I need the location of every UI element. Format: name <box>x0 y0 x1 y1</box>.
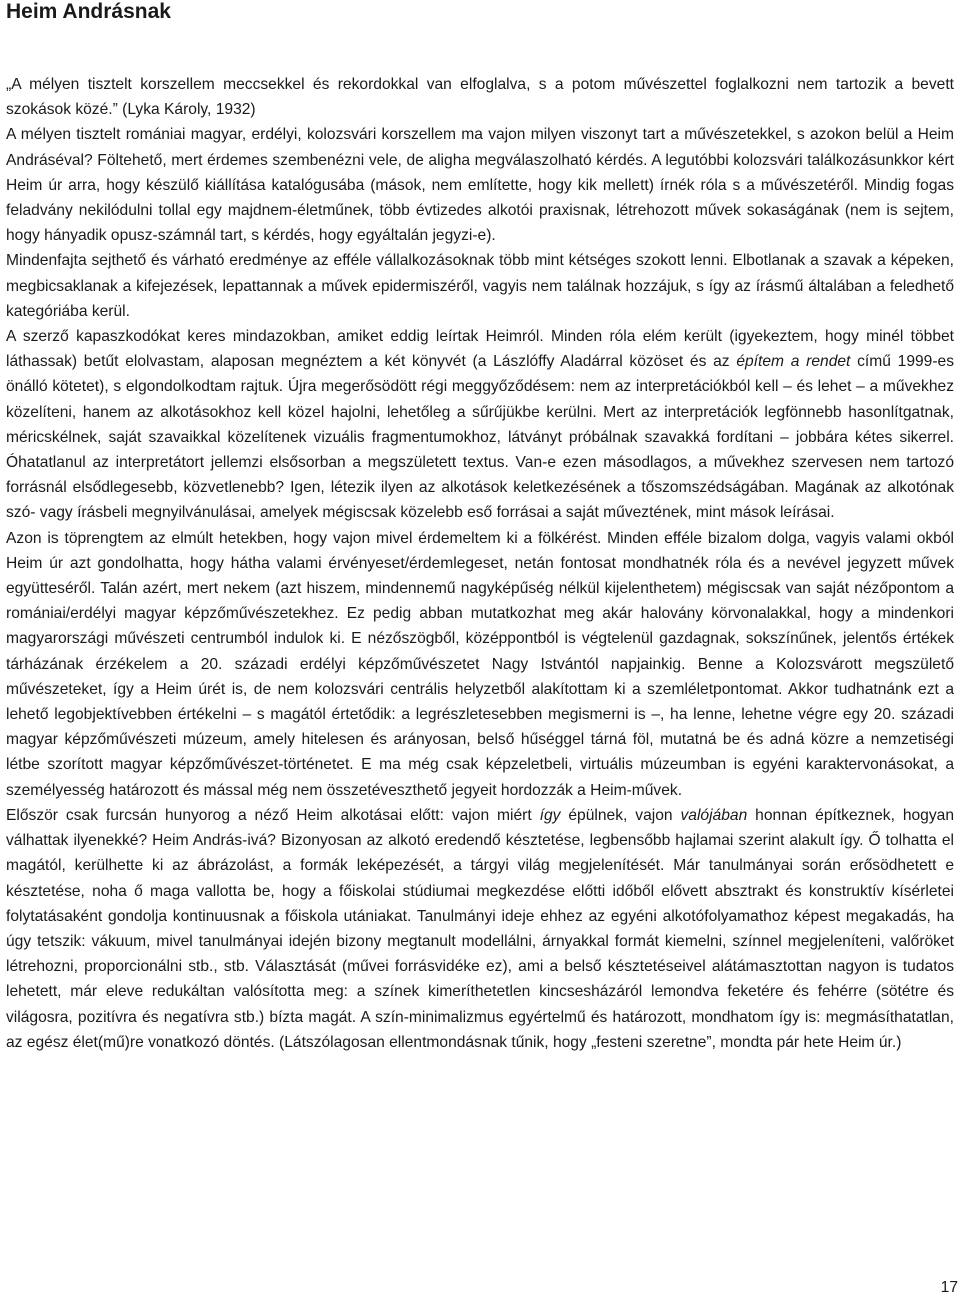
paragraph <box>6 803 954 1055</box>
paragraph-text: Először csak furcsán hunyorog a néző Heim alkotásai előtt: vajon miért <box>6 806 540 824</box>
paragraph <box>6 122 954 248</box>
page-title: Heim Andrásnak <box>6 0 171 23</box>
paragraph-text: című 1999-es önálló kötetet), s elgondolkodtam rajtuk. Újra megerősödött régi meggyőződésem: nem az interpretációkból kell – és lehet – a művekhez közelíteni, hanem az alkotásokhoz kell közel hajolni, lehetőleg a sűrűjükbe kerülni. Mert az interpretációk legfönnebb hasonlítgatnak, méricskélnek, saját szavaikkal közelítenek vizuális fragmentumokhoz, látványt próbálnak szavakká fordítani – jobbára kétes sikerrel. Óhatatlanul az interpretátort jellemzi elsősorban a megszületett textus. Van-e ezen másodlagos, a művekhez szervesen nem tartozó forrásnál elsődlegesebb, közvetlenebb? Igen, létezik ilyen az alkotások keletkezésének a tőszomszédságában. Magának az alkotónak szó- vagy írásbeli megnyilvánulásai, amelyek mégiscsak közelebb eső forrásai a saját műveztének, mint mások leírásai. <box>6 353 954 522</box>
paragraph <box>6 324 954 526</box>
paragraph-text: Azon is töprengtem az elmúlt hetekben, hogy vajon mivel érdemeltem ki a fölkérést. Minden efféle bizalom dolga, vagyis valami okból Heim úr azt gondolhatta, hogy hátha valami érvényeset/érdemlegeset, netán fontosat mondhatnék róla és a nevével jegyzett művek együtteséről. Talán azért, mert nekem (azt hiszem, mindennemű nagyképűség nélkül kijelenthetem) mégiscsak van saját nézőpontom a romániai/erdélyi magyar képzőművészetekhez. Ez pedig abban mutatkozhat meg akár halovány körvonalakkal, hogy a mindenkori magyarországi művészeti centrumból indulok ki. E nézőszögből, középpontból is végtelenül gazdagnak, sokszínűnek, jelentős értékek tárházának érzékelem a 20. századi erdélyi képzőművészetet Nagy Istvántól napjainkig. Benne a Kolozsvárott megszülető művészeteket, így a Heim úrét is, de nem kolozsvári centrális helyzetből alakítottam ki a szemléletpontomat. Akkor tudhatnánk ezt a lehető legobjektívebben értékelni – s magától értetődik: a legrészletesebben megismerni is –, ha lenne, lehetne végre egy 20. századi magyar képzőművészeti múzeum, amely hitelesen és arányosan, belső hűséggel tárná föl, mutatná be és adná közre a nemzetiségi létbe szorított magyar képzőművészet-történetet. E ma még csak képzeletbeli, virtuális múzeumban is egyéni karaktervonásokat, a személyesség határozott és mással még nem összetéveszthető jegyeit hordozzák a Heim-művek. <box>6 529 954 799</box>
paragraph-text: épülnek, vajon <box>560 806 681 824</box>
paragraph <box>6 526 954 803</box>
paragraph-text: A mélyen tisztelt romániai magyar, erdélyi, kolozsvári korszellem ma vajon milyen viszonyt tart a művészetekkel, s azokon belül a Heim Andráséval? Föltehető, mert érdemes szembenézni vele, de aligha megválaszolható kérdés. A legutóbbi kolozsvári találkozásunkkor kért Heim úr arra, hogy készülő kiállítása katalógusába (mások, nem említette, hogy kik mellett) írnék róla s a művészetéről. Mindig fogas feladvány nekilódulni tollal egy majdnem-életműnek, több évtizedes alkotói praxisnak, létrehozott művek sokaságának (nem is sejtem, hogy hányadik opusz-számnál tart, s kérdés, hogy egyáltalán jegyzi-e). <box>6 126 954 245</box>
italic-title-text: építem a rendet <box>736 353 851 371</box>
italic-title-text: valójában <box>680 806 748 824</box>
paragraph <box>6 72 954 122</box>
paragraph-text: „A mélyen tisztelt korszellem meccsekkel és rekordokkal van elfoglalva, s a potom művészettel foglalkozni nem tartozik a bevett szokások közé.” (Lyka Károly, 1932) <box>6 76 954 119</box>
italic-title-text: így <box>539 806 561 824</box>
paragraph-text: honnan építkeznek, hogyan válhattak ilyenekké? Heim András-ivá? Bizonyosan az alkotó eredendő késztetése, legbensőbb hajlamai szerint alakult így. Ő tolhatta el magától, kerülhette ki az ábrázolást, a formák leképezését, a tárgyi világ megjelenítését. Már tanulmányai során erősödhetett e késztetése, noha ő maga vallotta be, hogy a főiskolai stúdiumai megkezdése előtti időből elővett absztrakt és konstruktív kísérletei folytatásaként gondolja kontinuusnak a főiskola utániakat. Tanulmányi ideje ehhez az egyéni alkotófolyamathoz képest megakadás, ha úgy tetszik: vákuum, mivel tanulmányai idején bizony megtanult modellálni, árnyakkal formát kiemelni, színnel megjeleníteni, valőröket létrehozni, proporcionálni stb., stb. Választását (művei forrásvidéke ez), ami a belső késztetéseivel alátámasztottan nagyon is tudatos lehetett, már eleve redukáltan valósította meg: a színek kimeríthetetlen kincsesházáról lemondva feketére és fehérre (sötétre és világosra, pozitívra és negatívra stb.) bízta magát. A szín-minimalizmus egyértelmű és határozott, mondhatom így is: megmásíthatatlan, az egész élet(mű)re vonatkozó döntés. (Látszólagosan ellentmondásnak tűnik, hogy „festeni szeretne”, mondta pár hete Heim úr.) <box>6 806 954 1051</box>
paragraph-text: A szerző kapaszkodókat keres mindazokban, amiket eddig leírtak Heimról. Minden róla elém került (igyekeztem, hogy minél többet láthassak) betűt elolvastam, alaposan megnéztem a két könyvét (a Lászlóffy Aladárral közöset és az <box>6 328 954 371</box>
paragraph <box>6 248 954 324</box>
page-number: 17 <box>940 1279 958 1296</box>
paragraph-text: Mindenfajta sejthető és várható eredménye az efféle vállalkozásoknak több mint kétséges szokott lenni. Elbotlanak a szavak a képeken, megbicsaklanak a kifejezések, lepattannak a művek epidermiszéről, vagyis nem találnak hozzájuk, s így az írásmű általában a feledhető kategóriába kerül. <box>6 252 954 320</box>
article-body <box>6 72 954 1055</box>
